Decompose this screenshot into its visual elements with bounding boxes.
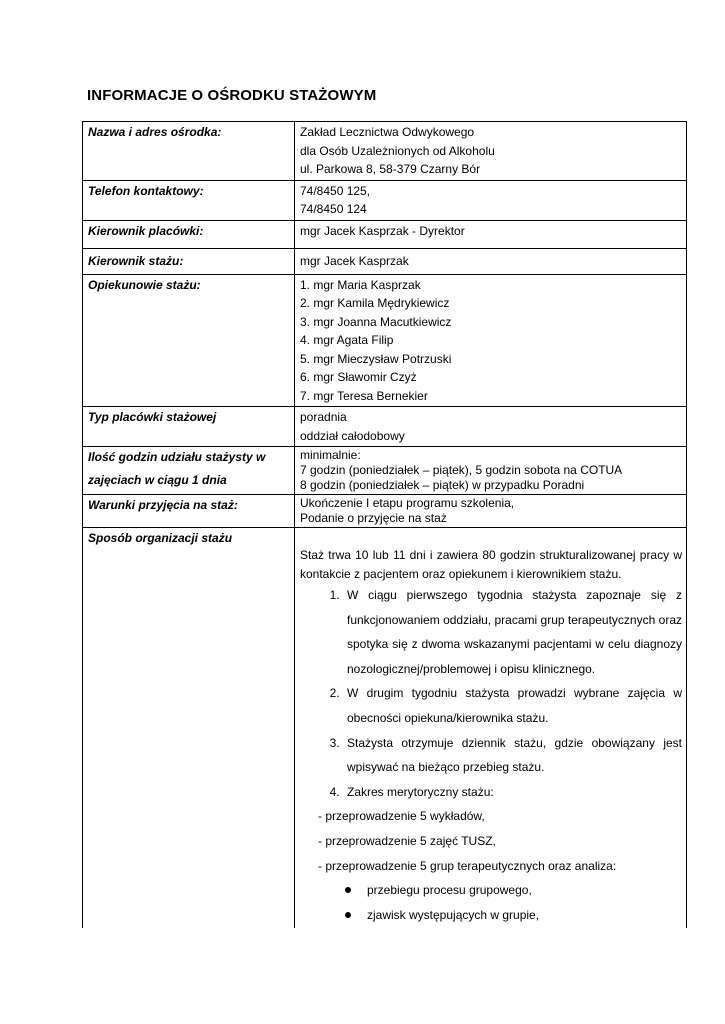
- label-hours-line: zajęciach w ciągu 1 dnia: [88, 472, 227, 487]
- label-head: Kierownik placówki:: [83, 220, 295, 249]
- organization-intro: Staż trwa 10 lub 11 dni i zawiera 80 godzin strukturalizowanej pracy w kontakcie z pacjentem oraz opiekunem i kierownikiem stażu.: [300, 548, 682, 581]
- table-row: [83, 122, 687, 181]
- hours-line: 7 godzin (poniedziałek – piątek), 5 godzin sobota na COTUA: [300, 463, 623, 477]
- address-line: Zakład Lecznictwa Odwykowego: [300, 125, 475, 139]
- hours-line: minimalnie:: [300, 448, 361, 462]
- value-name: [295, 122, 687, 181]
- scope-item: - przeprowadzenie 5 wykładów,: [318, 809, 485, 824]
- bullet-icon: [345, 887, 351, 893]
- label-conditions: Warunki przyjęcia na staż:: [83, 495, 295, 528]
- phone-line: 74/8450 125,: [300, 183, 371, 198]
- label-internship-head: Kierownik stażu:: [83, 249, 295, 275]
- supervisor-item: 5. mgr Mieczysław Potrzuski: [300, 351, 452, 366]
- supervisor-item: 6. mgr Sławomir Czyż: [300, 370, 417, 384]
- table-row: [83, 528, 687, 929]
- type-item: oddział całodobowy: [300, 428, 405, 443]
- value-head: mgr Jacek Kasprzak - Dyrektor: [295, 220, 687, 249]
- table-row: [83, 447, 687, 495]
- label-phone: Telefon kontaktowy:: [83, 180, 295, 220]
- table-row: [83, 407, 687, 447]
- supervisor-item: 4. mgr Agata Filip: [300, 333, 394, 347]
- label-supervisors: Opiekunowie stażu:: [83, 274, 295, 407]
- bullet-icon: [345, 912, 351, 918]
- condition-item: Podanie o przyjęcie na staż: [300, 511, 447, 525]
- supervisor-item: 7. mgr Teresa Bernekier: [300, 388, 428, 403]
- label-hours-line: Ilość godzin udziału stażysty w: [88, 450, 266, 464]
- page-title: INFORMACJE O OŚRODKU STAŻOWYM: [87, 87, 377, 104]
- hours-line: 8 godzin (poniedziałek – piątek) w przypadku Poradni: [300, 478, 585, 492]
- organization-steps: [300, 583, 682, 804]
- supervisor-item: 2. mgr Kamila Mędrykiewicz: [300, 296, 450, 310]
- label-organization: Sposób organizacji stażu: [83, 528, 295, 929]
- value-organization: [295, 528, 687, 929]
- table-row: [83, 274, 687, 407]
- value-supervisors: [295, 274, 687, 407]
- list-item: 1. W ciągu pierwszego tygodnia stażysta zapoznaje się z funkcjonowaniem oddziału, pracami grup terapeutycznych oraz spotyka się z dwoma wskazanymi pacjentami w celu diagnozy nozologicznej/problemowej i opisu klinicznego.: [343, 583, 682, 681]
- label-type: Typ placówki stażowej: [83, 407, 295, 447]
- phone-line: 74/8450 124: [300, 202, 367, 216]
- list-item: 4. Zakres merytoryczny stażu:: [343, 780, 682, 805]
- scope-item: - przeprowadzenie 5 grup terapeutycznych oraz analiza:: [318, 858, 617, 873]
- value-phone: [295, 180, 687, 220]
- list-item: [367, 878, 682, 903]
- scope-item: - przeprowadzenie 5 zajęć TUSZ,: [318, 833, 496, 848]
- type-item: poradnia: [300, 410, 347, 424]
- address-line: ul. Parkowa 8, 58-379 Czarny Bór: [300, 162, 481, 176]
- table-row: [83, 180, 687, 220]
- table-row: [83, 495, 687, 528]
- list-item: [367, 903, 682, 928]
- value-conditions: [295, 495, 687, 528]
- address-line: dla Osób Uzależnionych od Alkoholu: [300, 143, 495, 158]
- label-name: Nazwa i adres ośrodka:: [83, 122, 295, 181]
- value-internship-head: mgr Jacek Kasprzak: [295, 249, 687, 275]
- analysis-bullets: [300, 878, 682, 927]
- value-hours: [295, 447, 687, 495]
- table-row: [83, 249, 687, 275]
- list-item: 3. Stażysta otrzymuje dziennik stażu, gdzie obowiązany jest wpisywać na bieżąco przebieg stażu.: [343, 731, 682, 780]
- list-item: 2. W drugim tygodniu stażysta prowadzi wybrane zajęcia w obecności opiekuna/kierownika stażu.: [343, 681, 682, 730]
- condition-item: Ukończenie I etapu programu szkolenia,: [300, 496, 515, 510]
- info-table: [82, 121, 687, 928]
- table-row: [83, 220, 687, 249]
- bullet-text: zjawisk występujących w grupie,: [367, 907, 540, 922]
- supervisor-item: 1. mgr Maria Kasprzak: [300, 277, 421, 292]
- value-type: [295, 407, 687, 447]
- bullet-text: przebiegu procesu grupowego,: [367, 883, 532, 898]
- supervisor-item: 3. mgr Joanna Macutkiewicz: [300, 314, 452, 329]
- label-hours: [83, 447, 295, 495]
